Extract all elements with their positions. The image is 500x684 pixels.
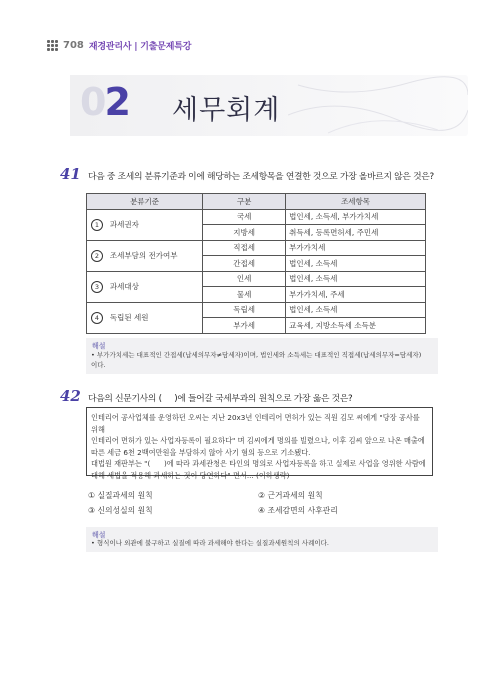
option-number: 3 [91, 281, 103, 293]
explanation-text: • 형식이나 외관에 불구하고 실질에 따라 과세해야 한다는 실질과세원칙의 사례이다. [91, 539, 329, 547]
question-42-text: 다음의 신문기사의 ( )에 들어갈 국세부과의 원칙으로 가장 옳은 것은? [88, 394, 353, 404]
table-cell: 법인세, 소득세 [286, 302, 426, 318]
page-header [47, 38, 191, 52]
table-cell [87, 240, 107, 271]
answer-option-4[interactable]: ④ 조세감면의 사후관리 [258, 506, 338, 515]
table-cell [87, 271, 107, 302]
question-42-number: 42 [60, 387, 81, 405]
explanation-box-41 [86, 338, 438, 374]
article-line: 인테리어 면허가 있는 사업자등록이 필요하다" 며 김씨에게 명의를 빌렸으나, 이후 김씨 앞으로 나온 매출에 [91, 436, 425, 445]
table-cell: 국세 [203, 209, 286, 225]
table-cell [87, 209, 107, 240]
article-line: 따른 세금 6천 2백여만원을 부담하지 않아 사기 혐의 등으로 기소됐다. [91, 447, 311, 457]
table-cell: 부가가치세 [286, 240, 426, 256]
explanation-label: 해설 [92, 342, 106, 350]
table-cell: 인세 [203, 271, 286, 287]
table-cell: 취득세, 등록면허세, 주민세 [286, 225, 426, 241]
table-cell: 지방세 [203, 225, 286, 241]
table-row [87, 302, 426, 318]
answer-option-3[interactable]: ③ 신의성실의 원칙 [88, 506, 153, 515]
table-header: 구분 [203, 194, 286, 210]
banner-decoration-icon [288, 75, 468, 136]
article-line: 대법원 재판부는 "( )에 따라 과세관청은 타인의 명의로 사업자등록을 하고 실제로 사업을 영위한 사람에 [91, 459, 426, 468]
table-cell: 교육세, 지방소득세 소득분 [286, 318, 426, 334]
table-cell [87, 302, 107, 333]
tax-classification-table [86, 193, 426, 334]
explanation-text: • 부가가치세는 대표적인 간접세(납세의무자≠담세자)이며, 법인세와 소득세는 대표적인 직접세(납세의무자=담세자) 이다. [91, 351, 422, 369]
page-number: 708 [63, 39, 84, 51]
option-number: 4 [91, 312, 103, 324]
table-cell: 법인세, 소득세 [286, 256, 426, 272]
table-cell: 독립된 세원 [107, 302, 203, 333]
table-cell: 법인세, 소득세, 부가가치세 [286, 209, 426, 225]
table-cell: 독립세 [203, 302, 286, 318]
table-cell: 부가세 [203, 318, 286, 334]
table-header: 분류기준 [87, 194, 203, 210]
question-41-text: 다음 중 조세의 분류기준과 이에 해당하는 조세항목을 연결한 것으로 가장 올바르지 않은 것은? [88, 172, 434, 182]
table-row [87, 209, 426, 225]
table-cell: 간접세 [203, 256, 286, 272]
option-number: 1 [91, 219, 103, 231]
table-cell: 부가가치세, 주세 [286, 287, 426, 303]
table-header: 조세항목 [286, 194, 426, 210]
question-41-number: 41 [60, 165, 81, 183]
table-cell: 법인세, 소득세 [286, 271, 426, 287]
table-cell: 과세대상 [107, 271, 203, 302]
article-line: 인테리어 공사업체를 운영하던 오씨는 지난 20x3년 인테리어 면허가 있는 직원 김모 씨에게 "당장 공사를 위해 [91, 413, 420, 434]
option-number: 2 [91, 250, 103, 262]
table-row [87, 240, 426, 256]
article-line: 대해 세법을 적용해 과세하는 것이 당연하다" 면서... (이하생략) [91, 470, 290, 480]
table-row [87, 271, 426, 287]
table-cell: 조세부담의 전가여부 [107, 240, 203, 271]
chapter-title: 세무회계 [172, 95, 281, 126]
answer-option-1[interactable]: ① 실질과세의 원칙 [88, 491, 153, 500]
answer-option-2[interactable]: ② 근거과세의 원칙 [258, 491, 323, 500]
table-cell: 물세 [203, 287, 286, 303]
table-cell: 직접세 [203, 240, 286, 256]
table-cell: 과세권자 [107, 209, 203, 240]
table-header-row [87, 194, 426, 210]
dots-icon [47, 40, 58, 51]
news-article-box [86, 407, 433, 480]
book-title: 재경관리사 | 기출문제특강 [88, 41, 192, 52]
chapter-number: 02 [80, 80, 129, 124]
explanation-label: 해설 [92, 531, 106, 539]
explanation-box-42 [86, 527, 438, 552]
